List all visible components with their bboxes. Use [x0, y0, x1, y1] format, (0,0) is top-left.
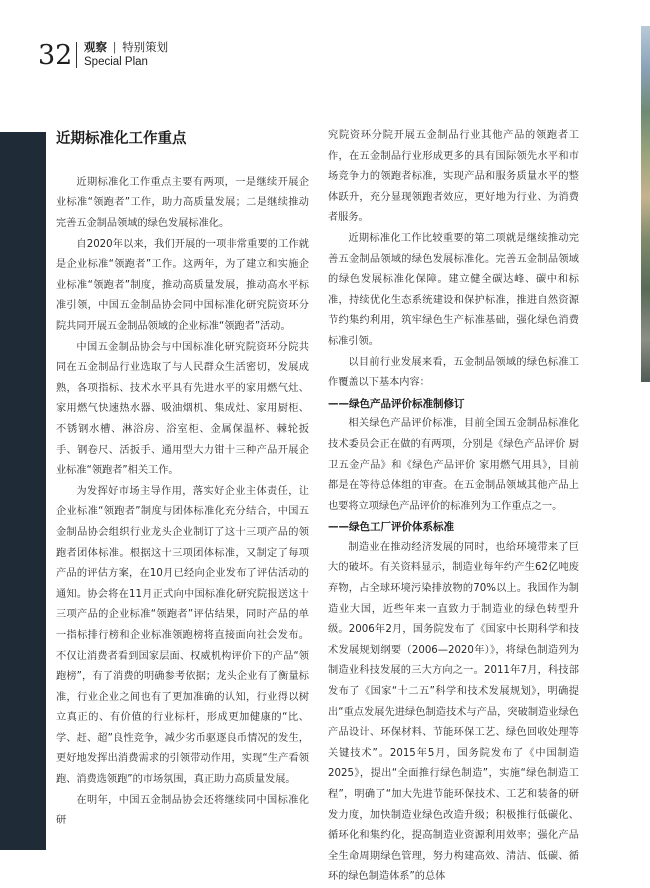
paragraph: 制造业在推动经济发展的同时，也给环境带来了巨大的破坏。有关资料显示，制造业每年约产生62亿吨废弃物，占全球环境污染排放物的70%以上。我国作为制造业大国，近些年来一直致力于制造业的绿色转型升级。2006年2月，国务院发布了《国家中长期科学和技术发展规划纲要（2006—2020年）》，将绿色制造列为制造业科技发展的三大方向之一。2011年7月，科技部发布了《国家“十二五”科学和技术发展规划》，明确提出“重点发展先进绿色制造技术与产品，突破制造业绿色产品设计、环保材料、节能环保工艺、绿色回收处理等关键技术”。2015年5月，国务院发布了《中国制造2025》，提出“全面推行绿色制造”，实施“绿色制造工程”，明确了“加大先进节能环保技术、工艺和装备的研发力度，加快制造业绿色改造升级；积极推行低碳化、循环化和集约化，提高制造业资源利用效率；强化产品全生命周期绿色管理，努力构建高效、清洁、低碳、循环的绿色制造体系”的总体 — [328, 541, 579, 883]
edge-photo-strip — [641, 26, 650, 382]
paragraph: 相关绿色产品评价标准，目前全国五金制品标准化技术委员会正在做的有两项，分别是《绿色产品评价 厨卫五金产品》和《绿色产品评价 家用燃气用具》，目前都是在等待总体组的审查。在五金制品领域其他产品上也要将立项绿色产品评价的标准列为工作重点之一。 — [328, 418, 579, 512]
left-accent-bar — [0, 132, 46, 850]
paragraph: 在明年，中国五金制品协会还将继续同中国标准化研 — [56, 794, 309, 827]
header-section: 特别策划 — [122, 40, 169, 54]
header-category: 观察 — [84, 40, 107, 54]
paragraph: 近期标准化工作比较重要的第二项就是继续推动完善五金制品领域的绿色发展标准化。完善五金制品领域的绿色发展标准化保障。建立健全碳达峰、碳中和标准，持续优化生态系统建设和保护标准，推进自然资源节约集约利用，筑牢绿色生产标准基础，强化绿色消费标准引领。 — [328, 232, 579, 347]
subsection-title: ——绿色工厂评价体系标准 — [328, 521, 454, 534]
paragraph: 为发挥好市场主导作用，落实好企业主体责任，让企业标准“领跑者”制度与团体标准化充分结合，中国五金制品协会组织行业龙头企业制订了这十三项产品的领跑者团体标准。根据这十三项团体标准，又制定了每项产品的评估方案，在10月已经向企业发布了评估活动的通知。协会将在11月正式向中国标准化研究院报送这十三项产品的企业标准“领跑者”评估结果，同时产品的单一指标排行榜和企业标准领跑榜将直接面向社会发布。不仅让消费者看到国家层面、权威机构评价下的产品“领跑榜”，有了消费的明确参考依据；龙头企业有了衡量标准，行业企业之间也有了更加准确的认知，行业得以树立真正的、有价值的行业标杆，形成更加健康的“比、学、赶、超”良性竞争，减少劣币驱逐良币情况的发生，更好地发挥出消费需求的引领带动作用，实现“生产看领跑、消费选领跑”的市场氛围，真正助力高质量发展。 — [56, 485, 309, 786]
article-column-right — [328, 126, 579, 888]
paragraph: 近期标准化工作重点主要有两项，一是继续开展企业标准“领跑者”工作，助力高质量发展；二是继续推动完善五金制品领域的绿色发展标准化。 — [56, 176, 309, 230]
paragraph: 究院资环分院开展五金制品行业其他产品的领跑者工作，在五金制品行业形成更多的具有国际领先水平和市场竞争力的领跑者标准，实现产品和服务质量水平的整体跃升，充分显现领跑者效应，更好地为行业、为消费者服务。 — [328, 130, 579, 224]
page-number: 32 — [38, 40, 73, 71]
subsection-title: ——绿色产品评价标准制修订 — [328, 397, 465, 410]
section-title: 近期标准化工作重点 — [56, 131, 187, 147]
paragraph: 以目前行业发展来看，五金制品领域的绿色标准工作覆盖以下基本内容： — [328, 356, 579, 389]
paragraph: 自2020年以来，我们开展的一项非常重要的工作就是企业标准“领跑者”工作。这两年，为了建立和实施企业标准“领跑者”制度，推动高质量发展，推动高水平标准引领，中国五金制品协会同中国标准化研究院资环分院共同开展五金制品领域的企业标准“领跑者”活动。 — [56, 238, 309, 332]
header-separator: | — [112, 40, 117, 54]
paragraph: 中国五金制品协会与中国标准化研究院资环分院共同在五金制品行业选取了与人民群众生活密切，发展成熟，各项指标、技术水平具有先进水平的家用燃气灶、家用燃气快速热水器、吸油烟机、集成灶、家用厨柜、不锈钢水槽、淋浴房、浴室柜、金属保温杯、棘轮扳手、钢卷尺、活扳手、通用型大力钳十三种产品开展企业标准“领跑者”相关工作。 — [56, 341, 309, 477]
article-column-left — [56, 130, 309, 832]
running-header — [84, 41, 168, 70]
header-divider — [76, 42, 77, 68]
header-section-en: Special Plan — [84, 55, 148, 68]
